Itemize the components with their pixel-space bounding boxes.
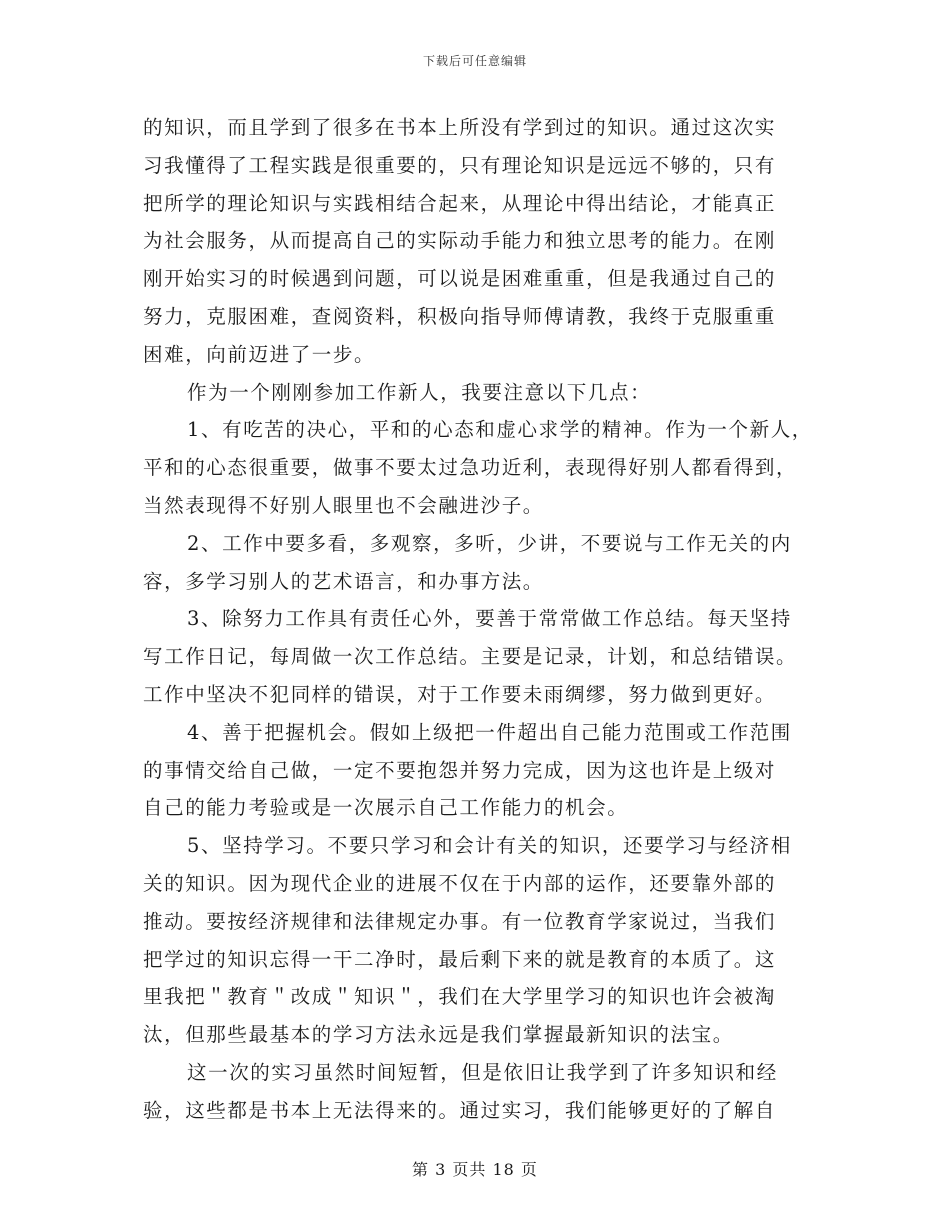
body-line: 容，多学习别人的艺术语言，和办事方法。 [143,569,544,593]
body-line: 验，这些都是书本上无法得来的。通过实习，我们能够更好的了解自 [143,1098,777,1122]
paragraph-first-line: 这一次的实习虽然时间短暂，但是依旧让我学到了许多知识和经 [187,1060,778,1084]
body-line: 平和的心态很重要，做事不要太过急功近利，表现得好别人都看得到， [143,456,798,480]
paragraph-first-line: 作为一个刚刚参加工作新人，我要注意以下几点： [187,380,652,404]
body-line: 汰，但那些最基本的学习方法永远是我们掌握最新知识的法宝。 [143,1023,734,1047]
body-line: 的事情交给自己做，一定不要抱怨并努力完成，因为这也许是上级对 [143,758,777,782]
body-line: 的知识，而且学到了很多在书本上所没有学到过的知识。通过这次实 [143,116,777,139]
body-line: 推动。要按经济规律和法律规定办事。有一位教育学家说过，当我们 [143,909,777,933]
body-line: 把所学的理论知识与实践相结合起来，从理论中得出结论，才能真正 [143,191,777,215]
body-line: 当然表现得不好别人眼里也不会融进沙子。 [143,493,544,517]
body-line: 习我懂得了工程实践是很重要的，只有理论知识是远远不够的，只有 [143,153,777,177]
body-line: 关的知识。因为现代企业的进展不仅在于内部的运作，还要靠外部的 [143,871,777,895]
body-line: 工作中坚决不犯同样的错误，对于工作要未雨绸缪，努力做到更好。 [143,682,777,706]
body-line: 努力，克服困难，查阅资料，积极向指导师傅请教，我终于克服重重 [143,304,777,328]
body-line: 刚开始实习的时候遇到问题，可以说是困难重重，但是我通过自己的 [143,267,777,291]
document-body [143,109,823,1130]
body-line: 写工作日记，每周做一次工作总结。主要是记录，计划，和总结错误。 [143,645,798,669]
list-item-3-line: 3、除努力工作具有责任心外，要善于常常做工作总结。每天坚持 [187,607,792,631]
page-number: 第 3 页共 18 页 [412,1160,538,1179]
body-line: 自己的能力考验或是一次展示自己工作能力的机会。 [143,796,629,820]
body-line: 为社会服务，从而提高自己的实际动手能力和独立思考的能力。在刚 [143,229,777,253]
body-line: 把学过的知识忘得一干二净时，最后剩下来的就是教育的本质了。这 [143,947,777,971]
page-header: 下载后可任意编辑 [422,54,527,68]
list-item-2-line: 2、工作中要多看，多观察，多听，少讲，不要说与工作无关的内 [187,531,792,555]
body-line: 困难，向前迈进了一步。 [143,342,376,366]
body-line: 里我把＂教育＂改成＂知识＂，我们在大学里学习的知识也许会被淘 [143,985,777,1009]
list-item-4-line: 4、善于把握机会。假如上级把一件超出自己能力范围或工作范围 [187,720,792,744]
list-item-5-line: 5、坚持学习。不要只学习和会计有关的知识，还要学习与经济相 [187,834,792,858]
list-item-1-line: 1、有吃苦的决心，平和的心态和虚心求学的精神。作为一个新人， [187,418,813,442]
